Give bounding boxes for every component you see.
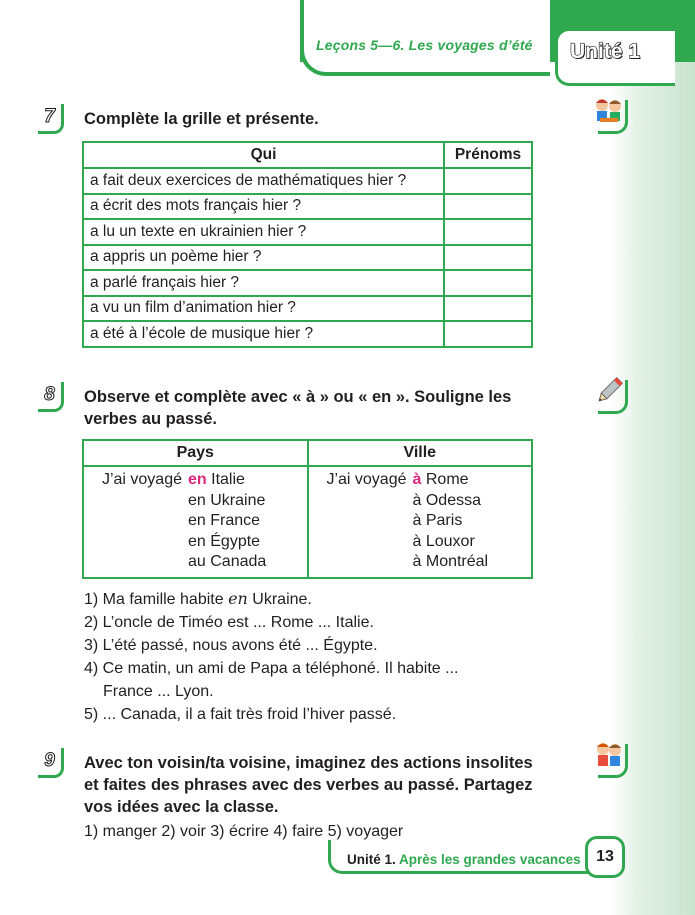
country-name: Ukraine xyxy=(210,491,266,509)
answer-cell[interactable] xyxy=(444,296,532,322)
preposition: en xyxy=(188,512,206,529)
exercise-8-icon-box xyxy=(598,380,628,414)
answer-cell[interactable] xyxy=(444,194,532,220)
list-item: 5) ... Canada, il a fait très froid l’hiver passé. xyxy=(84,706,397,723)
table-row xyxy=(83,194,532,220)
city-name: Odessa xyxy=(425,491,481,509)
preposition: en xyxy=(188,532,206,550)
question-cell: a vu un film d’animation hier ? xyxy=(83,296,444,322)
exercise-7-instruction: Complète la grille et présente. xyxy=(84,110,319,128)
column-header-qui: Qui xyxy=(83,142,444,168)
exercise-8-instruction xyxy=(84,386,511,430)
country-name: France xyxy=(210,512,261,529)
list-item: 3) L’été passé, nous avons été ... Égypte. xyxy=(84,637,378,654)
exercise-9-icon-box xyxy=(598,744,628,778)
exercise-8-table xyxy=(82,439,533,579)
instruction-line: et faites des phrases avec des verbes au passé. Partagez xyxy=(84,776,533,794)
exercise-8-sentences xyxy=(84,587,458,726)
preposition: au xyxy=(188,553,206,570)
handwritten-answer: en xyxy=(228,589,248,608)
answer-cell[interactable] xyxy=(444,168,532,194)
city-name: Rome xyxy=(425,471,469,488)
country-name: Italie xyxy=(211,471,245,488)
lead-text: J’ai voyagé xyxy=(101,471,182,488)
question-cell: a fait deux exercices de mathématiques hier ? xyxy=(83,168,444,194)
list-item-continuation: France ... Lyon. xyxy=(103,683,214,700)
list-item: 4) Ce matin, un ami de Papa a téléphoné. Il habite ... xyxy=(84,660,459,677)
instruction-line: verbes au passé. xyxy=(84,410,217,428)
page-number: 13 xyxy=(585,836,625,878)
pencil-icon xyxy=(592,374,626,408)
footer-unit: Unité 1. xyxy=(347,852,396,867)
exercise-8-number: 8 xyxy=(38,382,64,412)
table-row xyxy=(83,168,532,194)
city-name: Louxor xyxy=(425,532,475,550)
city-name: Paris xyxy=(425,512,463,529)
example-preposition: à xyxy=(412,471,422,488)
right-gradient-band xyxy=(612,0,695,915)
country-name: Canada xyxy=(210,553,267,570)
table-row xyxy=(83,219,532,245)
footer-title xyxy=(347,852,581,867)
country-name: Égypte xyxy=(210,532,261,550)
answer-cell[interactable] xyxy=(444,219,532,245)
instruction-line: Avec ton voisin/ta voisine, imaginez des actions insolites xyxy=(84,754,533,772)
table-row xyxy=(83,321,532,347)
ville-cell xyxy=(308,466,533,578)
question-cell: a été à l’école de musique hier ? xyxy=(83,321,444,347)
question-cell: a parlé français hier ? xyxy=(83,270,444,296)
preposition: à xyxy=(412,553,422,570)
column-header-prenoms: Prénoms xyxy=(444,142,532,168)
exercise-9-number: 9 xyxy=(38,748,64,778)
preposition: à xyxy=(412,491,422,509)
answer-cell[interactable] xyxy=(444,321,532,347)
question-cell: a écrit des mots français hier ? xyxy=(83,194,444,220)
pays-cell xyxy=(83,466,308,578)
pair-work-icon xyxy=(592,94,626,128)
sentence-text: Ukraine. xyxy=(247,591,312,608)
exercise-9-instruction xyxy=(84,752,533,818)
exercise-7-number: 7 xyxy=(38,104,64,134)
table-row xyxy=(83,270,532,296)
answer-cell[interactable] xyxy=(444,270,532,296)
answer-cell[interactable] xyxy=(444,245,532,271)
example-preposition: en xyxy=(188,471,207,488)
exercise-7-table xyxy=(82,141,533,348)
instruction-line: Observe et complète avec « à » ou « en ». Souligne les xyxy=(84,388,512,406)
city-name: Montréal xyxy=(425,553,489,570)
table-row xyxy=(83,245,532,271)
footer-chapter: Après les grandes vacances xyxy=(399,852,581,867)
question-cell: a lu un texte en ukrainien hier ? xyxy=(83,219,444,245)
table-row xyxy=(83,296,532,322)
list-item xyxy=(84,587,458,611)
pair-work-icon xyxy=(592,738,626,772)
sentence-text: 1) Ma famille habite xyxy=(84,591,229,608)
lesson-title: Leçons 5—6. Les voyages d’été xyxy=(316,37,533,53)
instruction-line: vos idées avec la classe. xyxy=(84,798,279,816)
column-header-ville: Ville xyxy=(308,440,533,466)
exercise-7-icon-box xyxy=(598,100,628,134)
list-item: 2) L’oncle de Timéo est ... Rome ... Italie. xyxy=(84,614,374,631)
column-header-pays: Pays xyxy=(83,440,308,466)
exercise-9-items: 1) manger 2) voir 3) écrire 4) faire 5) voyager xyxy=(84,823,404,840)
preposition: à xyxy=(412,512,422,529)
unit-label: Unité 1 xyxy=(570,40,641,63)
question-cell: a appris un poème hier ? xyxy=(83,245,444,271)
preposition: en xyxy=(188,491,206,509)
lead-text: J’ai voyagé xyxy=(326,471,407,488)
preposition: à xyxy=(412,532,422,550)
